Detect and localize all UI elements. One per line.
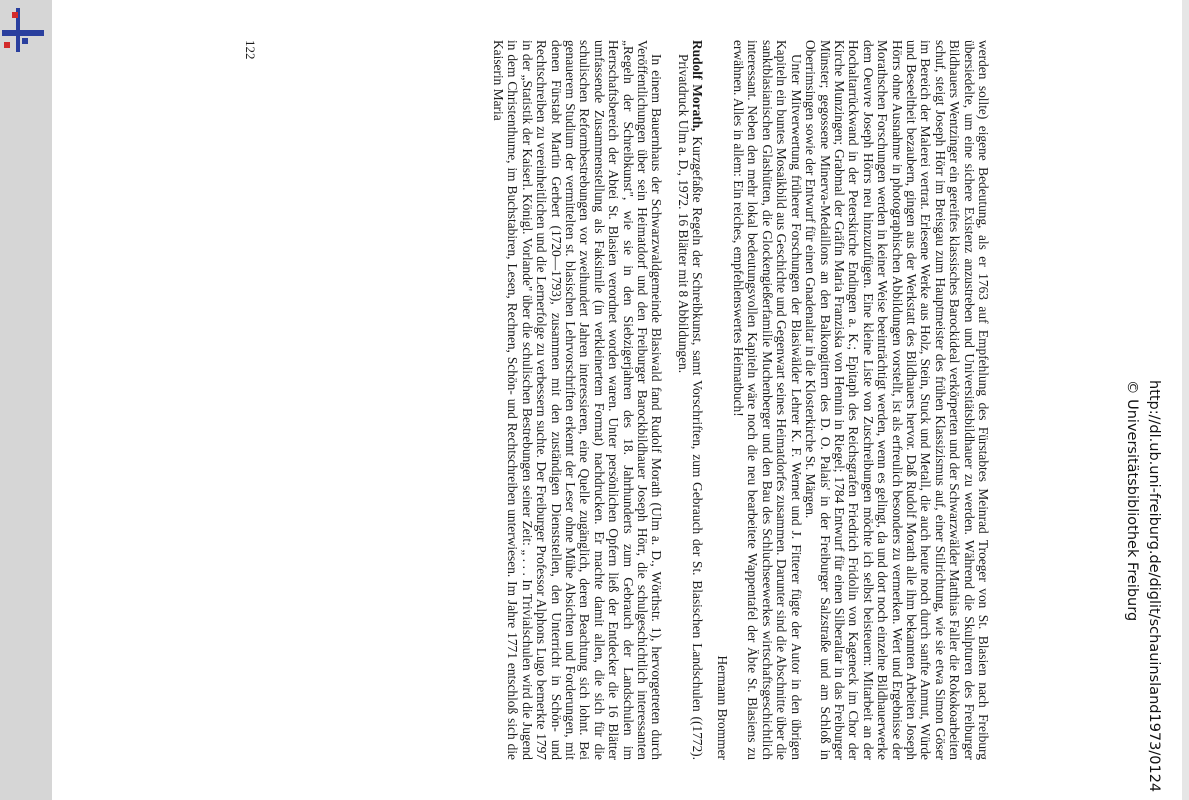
paragraph-2: Unter Mitverwertung früherer Forschungen der Blasiwälder Lehrer K. F. Wernet und J. Fitterer fügte der Autor in den übrigen Kapiteln ein buntes Mosaikbild aus Geschichte und Gegenwart seines Heimatdorfes zusammen. Darunter sind die Abschnitte über die sanktblasianischen Glashütten, die Glockengießerfamilie Muchenberger und den Bau des Schluchseewerkes wirtschaftsgeschichtlich interessant. Neben den mehr lokal bedeutungsvollen Kapiteln wäre noch die neu bearbeitete Wappentafel der Äbte St. Blasiens zu erwähnen. Alles in allem: Ein reiches, empfehlenswertes Heimatbuch! bbox=[731, 40, 804, 760]
copyright-notice: © Universitätsbibliothek Freiburg bbox=[1124, 380, 1140, 622]
review-author: Rudolf Morath, bbox=[690, 40, 706, 132]
review-title: Kurzgefaßte Regeln der Schreibkunst, samt Vorschriften, zum Gebrauch der St. Blasischen Landschulen ((1772). Privatdruck Ulm a. D., 1972. 16 Blätter mit 8 Abbildungen. bbox=[675, 54, 706, 760]
paragraph-1: werden sollte) eigene Bedeutung, als er 1763 auf Empfehlung des Fürstabtes Meinrad Troeger von St. Blasien nach Freiburg übersiedelte, um eine sichere Existenz anzustreben und Universitätsbildhauer zu werden. Während die Skulpturen des Freiburger Bildhauers Wentzinger ein gereiftes klassisches Barockideal verkörperten und der Schwarzwälder Matthias Faller die Rokokoarbeiten schuf, steigt Joseph Hörr im Breisgau zum Hauptmeister des frühen Klassizismus auf, einer Stilrichtung, wie sie etwa Simon Göser im Bereich der Malerei vertrat. Erlesene Werke aus Holz, Stein, Stuck und Metall, die auch heute noch durch sanfte Anmut, Würde und Beseeltheit bezaubern, gingen aus der Werkstatt des Bildhauers hervor. Daß Rudolf Morath alle ihm bekannten Arbeiten Joseph Hörrs ohne Ausnahme in photographischen Abbildungen vorstellt, ist als erfreulich besonders zu vermerken. Wert und Ergebnisse der Morathschen Forschungen werden in keiner Weise beeinträchtigt werden, wenn es gelingt, da und dort noch einzelne Bildhauerwerke dem Oeuvre Joseph Hörrs neu hinzuzufügen. Eine kleine Liste von Zuschreibungen möchte ich selbst beisteuern: Mitarbeit an der Hochaltarrückwand in der Peterskirche Endingen a. K.; Epitaph des Reichsgrafen Friedrich Fridolin von Kageneck im Chor der Kirche Munzingen; Grabmal der Gräfin Maria Franziska von Hennin in Riegel; 1784 Entwurf für einen Silberaltar in das Freiburger Münster; gegossene Minerva-Medaillons an den Balkongittern des D. O. Palais' in der Freiburger Salzstraße und am Schloß in Oberrimsingen sowie der Entwurf für einen Gnadenaltar in die Klosterkirche St. Märgen. bbox=[803, 40, 991, 760]
permalink-url[interactable]: http://dl.ub.uni-freiburg.de/diglit/schauinsland1973/0124 bbox=[1146, 380, 1162, 793]
ub-freiburg-logo-icon bbox=[2, 8, 44, 52]
paragraph-3: In einem Bauernhaus der Schwarzwaldgemeinde Blasiwald fand Rudolf Morath (Ulm a. D., Wörthstr. 1), hervorgetreten durch Veröffentlichungen über sein Heimatdorf und den Freiburger Barockbildhauer Joseph Hörr, die schulgeschichtlich interessanten „Regeln der Schreibkunst", wie sie in den Siebzigerjahren des 18. Jahrhunderts zum Gebrauch der Landschulen im Herrschaftsbereich der Abtei St. Blasien verordnet worden waren. Unter persönlichen Opfern ließ der Entdecker die 16 Blätter umfassende Zusammenstellung als Faksimile (in verkleinertem Format) nachdrucken. Er machte damit allen, die sich für die schulischen Reformbestrebungen vor zweihundert Jahren interessieren, eine Quelle zugänglich, deren Beachtung sich lohnt. Bei genauerem Studium der vermittelten st. blasischen Lehrvorschriften erkennt der Leser ohne Mühe Absichten und Forderungen, mit denen Fürstabt Martin Gerbert (1720—1793), zusammen mit den zuständigen Dienststellen, den Unterricht in Schön- und Rechtschreiben zu vereinheitlichen und die Lernerfolge zu verbessern suchte. Der Freiburger Professor Alphons Lugo bemerkte 1797 in der „Statistik der Kaiserl. Königl. Vorlande" über die schulischen Bestrebungen seiner Zeit: „ . . . In Trivialschulen wird die Jugend in dem Christenthume, im Buchstabiren, Lesen, Rechnen, Schön- und Rechtschreiben unterwiesen. Im Jahre 1771 entschloß sich die Kaiserin Maria bbox=[491, 40, 665, 760]
rotated-page-content bbox=[190, 40, 990, 760]
sidebar-citation bbox=[1121, 380, 1165, 800]
left-gutter bbox=[0, 0, 52, 800]
review-signature: Hermann Brommer bbox=[714, 655, 730, 760]
text-column bbox=[243, 40, 991, 760]
review-heading bbox=[675, 40, 704, 760]
page-right-edge bbox=[1182, 0, 1189, 800]
page-number: 122 bbox=[243, 40, 258, 60]
